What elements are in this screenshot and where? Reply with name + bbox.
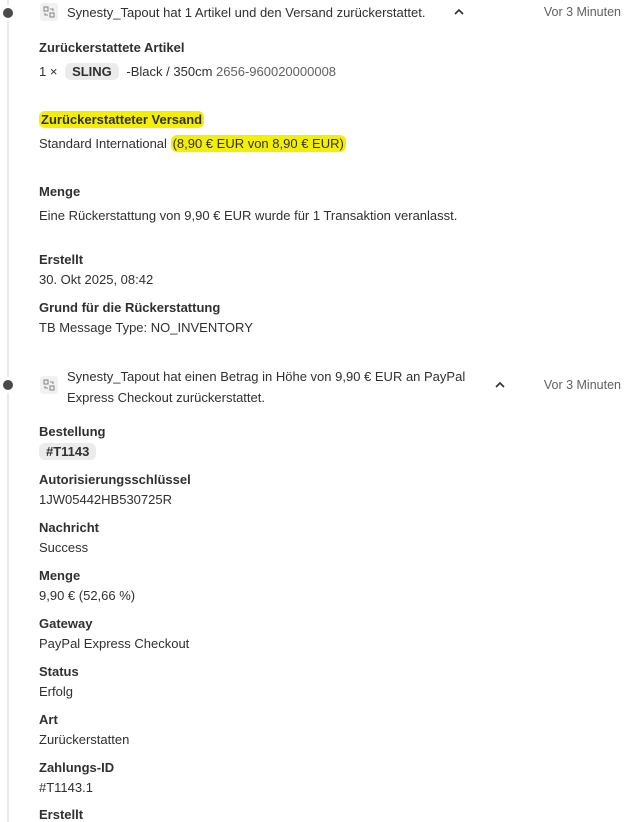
event-time: Vor 3 Minuten — [543, 5, 621, 19]
message-label: Nachricht — [39, 520, 99, 535]
amount-label: Menge — [39, 184, 81, 199]
kind-label: Art — [39, 712, 58, 727]
event-title: Synesty_Tapout hat 1 Artikel und den Versand zurückerstattet. — [67, 5, 426, 20]
reason-label: Grund für die Rückerstattung — [39, 300, 221, 315]
event-time: Vor 3 Minuten — [543, 378, 621, 392]
created-label: Erstellt — [39, 252, 84, 267]
shipping-row — [39, 136, 346, 151]
message-value: Success — [39, 540, 89, 555]
returned-items-label: Zurückerstattete Artikel — [39, 40, 185, 55]
amount-label: Menge — [39, 568, 81, 583]
item-variant: -Black / 350cm — [126, 64, 213, 79]
gateway-label: Gateway — [39, 616, 93, 631]
shipping-amount: (8,90 € EUR von 8,90 € EUR) — [172, 136, 344, 151]
timeline-dot — [3, 380, 13, 390]
shipping-label: Zurückerstatteter Versand — [41, 112, 203, 127]
amount-text: Eine Rückerstattung von 9,90 € EUR wurde für 1 Transaktion veranlasst. — [39, 208, 458, 223]
timeline-dot — [3, 8, 13, 18]
refund-icon — [40, 376, 58, 394]
item-qty: 1 × — [39, 64, 58, 79]
gateway-value: PayPal Express Checkout — [39, 636, 190, 651]
chevron-up-icon[interactable] — [493, 378, 507, 392]
order-label: Bestellung — [39, 424, 106, 439]
payment-id-value: #T1143.1 — [39, 780, 93, 795]
chevron-up-icon[interactable] — [452, 5, 466, 19]
order-row — [39, 443, 96, 460]
status-label: Status — [39, 664, 79, 679]
event-title: Synesty_Tapout hat einen Betrag in Höhe von 9,90 € EUR an PayPal Express Checkout zurückerstattet. — [67, 369, 466, 405]
item-sku: 2656-960020000008 — [216, 64, 337, 79]
created-label: Erstellt — [39, 807, 84, 822]
order-link[interactable]: #T1143 — [39, 443, 96, 460]
reason-value: TB Message Type: NO_INVENTORY — [39, 320, 253, 335]
amount-value: 9,90 € (52,66 %) — [39, 588, 136, 603]
auth-value: 1JW05442HB530725R — [39, 492, 172, 507]
timeline-line — [7, 0, 9, 822]
returned-item-row — [39, 63, 336, 80]
created-value: 30. Okt 2025, 08:42 — [39, 272, 154, 287]
payment-id-label: Zahlungs-ID — [39, 760, 115, 775]
refund-icon — [40, 3, 58, 21]
status-value: Erfolg — [39, 684, 73, 699]
shipping-method: Standard International — [39, 136, 167, 151]
kind-value: Zurückerstatten — [39, 732, 130, 747]
item-name-tag[interactable]: SLING — [65, 63, 119, 80]
auth-label: Autorisierungsschlüssel — [39, 472, 191, 487]
